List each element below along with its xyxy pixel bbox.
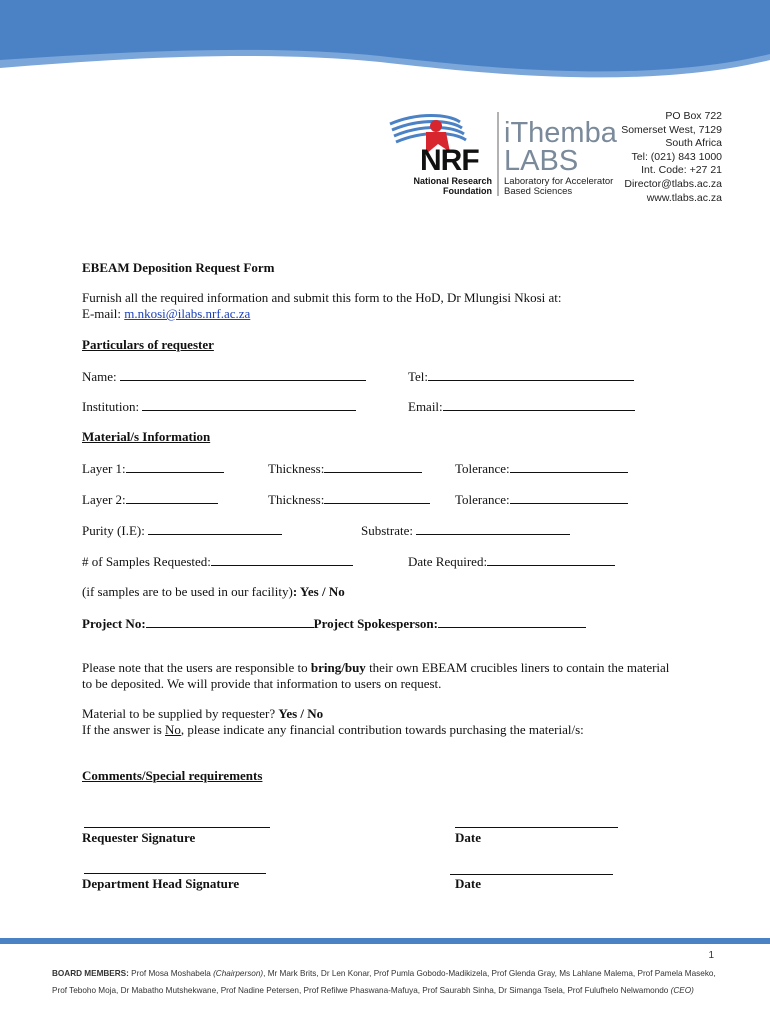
facility-question-text: (if samples are to be used in our facility) bbox=[82, 584, 293, 599]
thickness2-row bbox=[268, 491, 430, 508]
name-field-label bbox=[82, 368, 366, 385]
layer1-field[interactable] bbox=[126, 460, 224, 473]
requester-signature-label: Requester Signature bbox=[82, 830, 196, 845]
substrate-field[interactable] bbox=[416, 522, 570, 535]
tel-label: Tel: bbox=[408, 369, 429, 384]
facility-question bbox=[82, 584, 345, 600]
financial-line bbox=[82, 722, 584, 738]
letterhead-logo bbox=[388, 108, 623, 200]
purity-row bbox=[82, 522, 282, 539]
date-required-field[interactable] bbox=[487, 553, 615, 566]
if-a: If the answer is bbox=[82, 722, 166, 737]
thickness1-label: Thickness: bbox=[268, 461, 325, 476]
name-field[interactable] bbox=[120, 368, 366, 381]
board-chair: (Chairperson) bbox=[213, 969, 264, 978]
thickness2-field[interactable] bbox=[324, 491, 430, 504]
section-requester-heading: Particulars of requester bbox=[82, 337, 214, 352]
institution-label: Institution: bbox=[82, 399, 143, 414]
dept-head-signature-label: Department Head Signature bbox=[82, 876, 240, 891]
note-line-2: to be deposited. We will provide that information to users on request. bbox=[82, 676, 442, 691]
institution-field[interactable] bbox=[142, 398, 356, 411]
nrf-logo-text: NRF bbox=[420, 144, 479, 177]
board-line1-b: , Mr Mark Brits, Dr Len Konar, Prof Pumla Gobodo-Madikizela, Prof Glenda Gray, Ms Lahlane Malema, Prof Pamela Maseko, bbox=[263, 969, 716, 978]
substrate-label: Substrate: bbox=[361, 523, 417, 538]
tel-field-label bbox=[408, 368, 634, 385]
thickness1-field[interactable] bbox=[324, 460, 422, 473]
board-line-2 bbox=[52, 983, 742, 1000]
address-line: Director@tlabs.ac.za bbox=[624, 177, 722, 190]
date1-field[interactable] bbox=[455, 815, 618, 828]
note-line-1 bbox=[82, 660, 669, 676]
board-label: BOARD MEMBERS: bbox=[52, 969, 129, 978]
tolerance1-field[interactable] bbox=[510, 460, 628, 473]
board-ceo: (CEO) bbox=[670, 985, 694, 995]
purity-label: Purity (I.E): bbox=[82, 523, 149, 538]
address-line: South Africa bbox=[665, 137, 722, 150]
samples-field[interactable] bbox=[211, 553, 353, 566]
thickness1-row bbox=[268, 460, 422, 477]
samples-row bbox=[82, 553, 353, 570]
if-b: , please indicate any financial contribution towards purchasing the material/s: bbox=[180, 722, 584, 737]
tolerance2-label: Tolerance: bbox=[455, 492, 510, 507]
date2-field[interactable] bbox=[450, 862, 613, 875]
layer2-row bbox=[82, 491, 218, 508]
purity-field[interactable] bbox=[148, 522, 282, 535]
ithemba-logo-line1: iThemba bbox=[504, 117, 617, 149]
supply-question bbox=[82, 706, 323, 722]
address-line: Int. Code: +27 21 bbox=[641, 164, 722, 177]
tolerance1-row bbox=[455, 460, 628, 477]
note1-a: Please note that the users are responsible to bbox=[82, 660, 311, 675]
board-members bbox=[52, 966, 742, 999]
header-wave-band bbox=[0, 0, 770, 95]
board-line-1 bbox=[52, 966, 742, 983]
name-label: Name: bbox=[82, 369, 120, 384]
tolerance1-label: Tolerance: bbox=[455, 461, 510, 476]
address-line: Somerset West, 7129 bbox=[621, 123, 722, 136]
layer1-row bbox=[82, 460, 224, 477]
date-required-label: Date Required: bbox=[408, 554, 488, 569]
email-label: E-mail: bbox=[82, 306, 125, 321]
page-number: 1 bbox=[708, 950, 714, 961]
project-no-label: Project No: bbox=[82, 616, 146, 631]
email-line bbox=[82, 306, 250, 322]
requester-signature-field[interactable] bbox=[84, 815, 270, 828]
address-line: Tel: (021) 843 1000 bbox=[631, 150, 722, 163]
note1-c: their own EBEAM crucibles liners to contain the material bbox=[365, 660, 670, 675]
layer1-label: Layer 1: bbox=[82, 461, 126, 476]
date1-label: Date bbox=[455, 830, 481, 845]
ithemba-logo-line2: LABS bbox=[504, 145, 579, 177]
dept-head-signature-field[interactable] bbox=[84, 861, 266, 874]
supply-question-text: Material to be supplied by requester? bbox=[82, 706, 279, 721]
tolerance2-field[interactable] bbox=[510, 491, 628, 504]
address-line: www.tlabs.ac.za bbox=[646, 191, 722, 204]
address-line: PO Box 722 bbox=[665, 110, 722, 122]
board-line1-a: Prof Mosa Moshabela bbox=[128, 969, 214, 978]
org-name-line1: National Research bbox=[413, 176, 492, 186]
spokesperson-field[interactable] bbox=[438, 615, 586, 628]
org-name-line2: Foundation bbox=[443, 186, 492, 196]
section-material-heading: Material/s Information bbox=[82, 429, 211, 444]
layer2-field[interactable] bbox=[126, 491, 218, 504]
substrate-row bbox=[361, 522, 570, 539]
lab-name-line1: Laboratory for Accelerator bbox=[504, 176, 614, 187]
facility-yes-no[interactable]: : Yes / No bbox=[292, 584, 345, 599]
intro-text: Furnish all the required information and submit this form to the HoD, Dr Mlungisi Nkosi at: bbox=[82, 290, 562, 305]
supply-yes-no[interactable]: Yes / No bbox=[278, 706, 324, 721]
project-no-field[interactable] bbox=[146, 615, 314, 628]
form-title: EBEAM Deposition Request Form bbox=[82, 260, 275, 275]
tel-field[interactable] bbox=[428, 368, 634, 381]
institution-field-label bbox=[82, 398, 356, 415]
samples-label: # of Samples Requested: bbox=[82, 554, 211, 569]
lab-name-line2: Based Sciences bbox=[504, 186, 573, 197]
contact-email-link[interactable]: m.nkosi@ilabs.nrf.ac.za bbox=[124, 306, 251, 321]
project-row bbox=[82, 615, 586, 632]
address-block bbox=[621, 110, 722, 205]
spokesperson-label: Project Spokesperson: bbox=[313, 616, 438, 631]
section-comments-heading: Comments/Special requirements bbox=[82, 768, 263, 783]
date2-label: Date bbox=[455, 876, 481, 891]
email-field[interactable] bbox=[443, 398, 635, 411]
email-field-label bbox=[408, 398, 635, 415]
layer2-label: Layer 2: bbox=[82, 492, 126, 507]
email-field-label-text: Email: bbox=[408, 399, 443, 414]
note1-bold: bring/buy bbox=[310, 660, 366, 675]
thickness2-label: Thickness: bbox=[268, 492, 325, 507]
board-line2-a: Prof Teboho Moja, Dr Mabatho Mutshekwane, Prof Nadine Petersen, Prof Refilwe Phaswana-Mafuya, Prof Saurabh Sinha, Dr Simanga Tsela, Prof Fulufhelo Nelwamondo bbox=[52, 985, 671, 995]
footer-rule bbox=[0, 938, 770, 944]
date-required-row bbox=[408, 553, 615, 570]
if-no: No bbox=[165, 722, 181, 737]
tolerance2-row bbox=[455, 491, 628, 508]
